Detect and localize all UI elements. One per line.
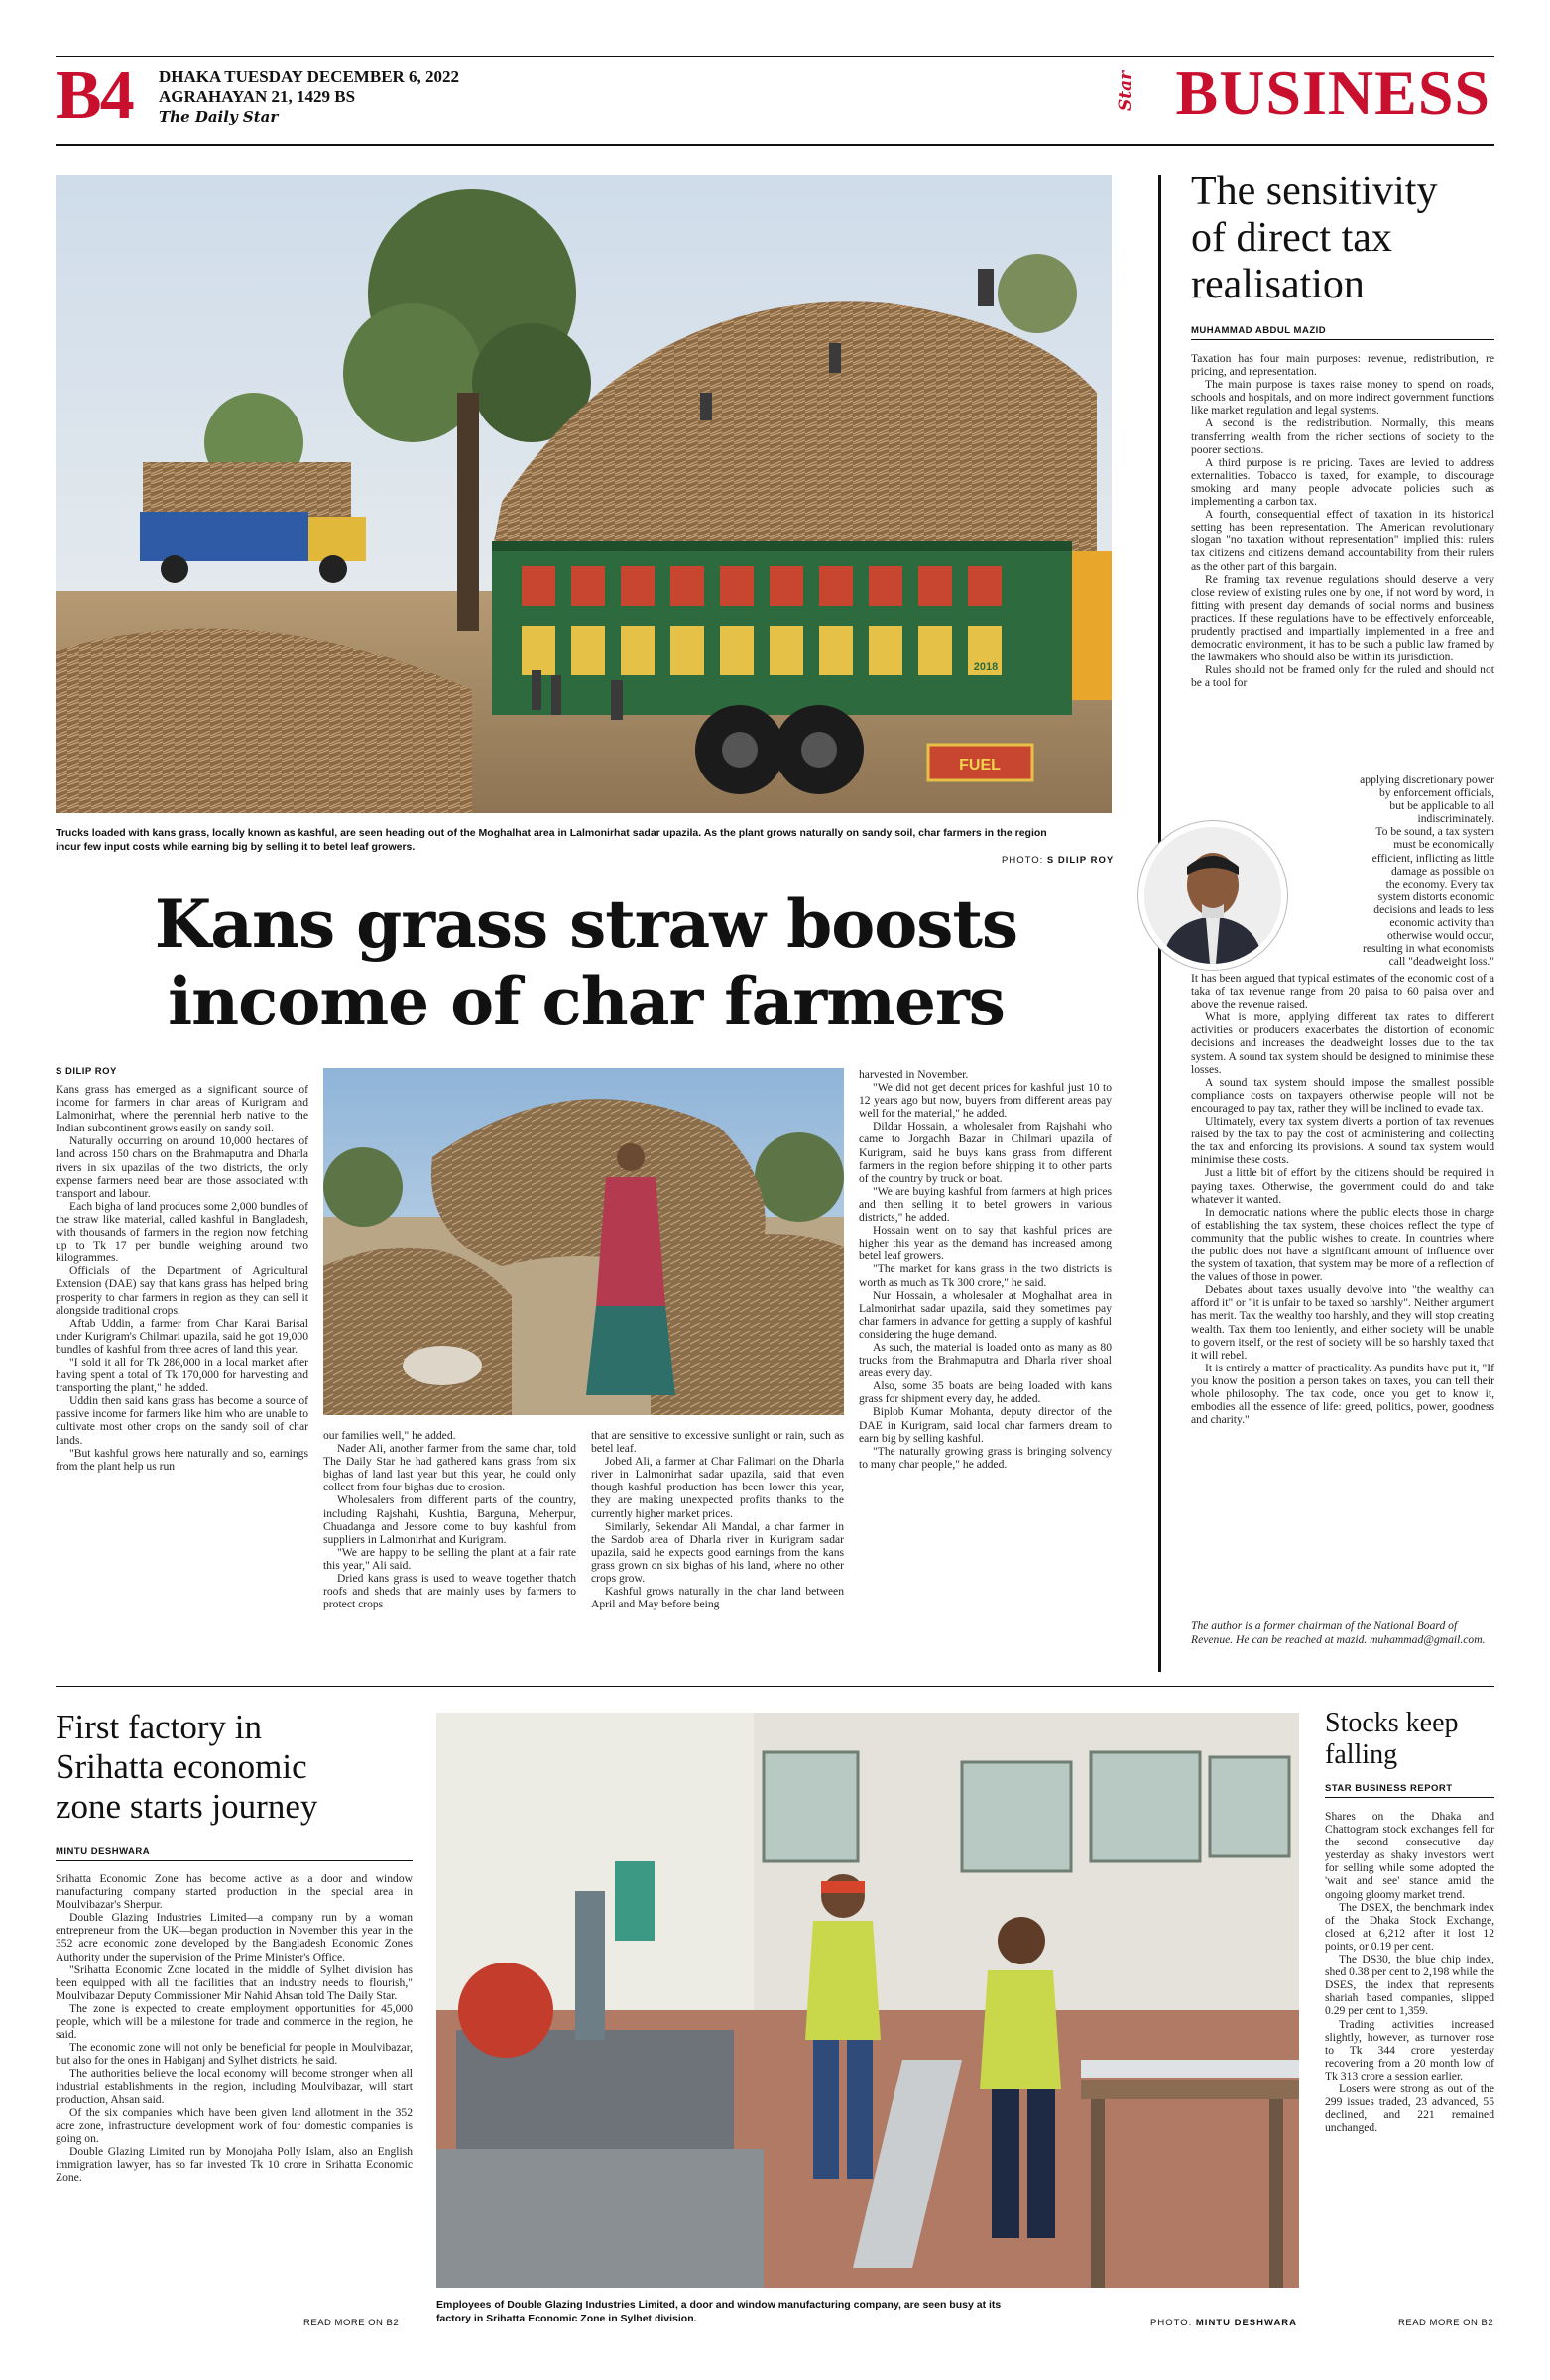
headline-line: zone starts journey (56, 1787, 318, 1826)
top-border (56, 56, 1494, 57)
paragraph: that are sensitive to excessive sunlight or rain, such as betel leaf. (591, 1429, 844, 1456)
masthead-rule (56, 144, 1494, 146)
factory-byline-rule (56, 1860, 413, 1861)
paragraph: Ultimately, every tax system diverts a portion of tax revenues raised by the tax to pay the cost of administering and collecting the tax and enforcing its provisions. A sound tax system would minimise these costs. (1191, 1115, 1494, 1167)
headline-line: Srihatta economic (56, 1747, 307, 1786)
line: efficient, inflicting as little (1371, 851, 1494, 865)
line: otherwise would occur, (1386, 929, 1494, 943)
paragraph: Hossain went on to say that kashful prices are higher this year as the demand has increased among betel leaf growers. (859, 1224, 1112, 1263)
paragraph: A third purpose is re pricing. Taxes are levied to address externalities. Tobacco is taxed, for example, to discourage smoking and many people advocate policies such as implementing a carbon tax. (1191, 455, 1494, 509)
paragraph: our families well," he added. (323, 1429, 456, 1442)
lead-headline (56, 886, 1117, 1040)
truck-year: 2018 (973, 661, 999, 673)
lead-column-4 (859, 1068, 1112, 1471)
section-title: BUSINESS (1175, 58, 1490, 128)
paragraph: Kashful grows naturally in the char land between April and May before being (591, 1585, 844, 1611)
star-logo: Star (1115, 70, 1135, 112)
paragraph: Nader Ali, another farmer from the same char, told The Daily Star he had gathered kans grass from six bighas of land last year but this year, he could only collect from four bighas due to erosion. (323, 1442, 576, 1494)
bangla-date: AGRAHAYAN 21, 1429 BS (159, 87, 356, 106)
paragraph: Debates about taxes usually devolve into "the wealthy can afford it" or "it is unfair to be taxed so harshly". Neither argument has merit. Tax the wealthy too harshly, and they will stop creating wealth. Tax them too leniently, and either society will be unable to govern itself, or the rest of society will be so harshly taxed that it will rebel. (1191, 1283, 1494, 1362)
paragraph: It is entirely a matter of practicality. As pundits have put it, "If you know the position a person takes on taxes, you can tell their whole philosophy. The tax code, once you get to know it, embodies all the essence of life: greed, politics, power, goodness and charity." (1191, 1361, 1494, 1427)
paragraph: Dildar Hossain, a wholesaler from Rajshahi who came to Jorgachh Bazar in Chilmari upazila of Kurigram, said he buys kans grass from different farmers in the region before shipping it to other parts of the country by truck or boat. (859, 1120, 1112, 1185)
author-portrait (1138, 821, 1287, 970)
factory-workers-illustration (436, 1713, 1299, 2288)
dateline (159, 67, 459, 127)
paragraph: Of the six companies which have been given land allotment in the 352 acre zone, infrastructure development work of four domestic companies is going on. (56, 2105, 413, 2145)
stocks-read-more[interactable]: READ MORE ON B2 (1398, 2318, 1494, 2328)
headline-line: falling (1325, 1739, 1398, 1770)
line: decisions and leads to less (1373, 902, 1494, 916)
stocks-text (1325, 1810, 1494, 2134)
credit-name: MINTU DESHWARA (1195, 2318, 1298, 2328)
opinion-headline (1191, 169, 1508, 308)
lead-column-3 (591, 1429, 844, 1610)
trucks-illustration (56, 175, 1112, 813)
headline-line: of direct tax (1191, 215, 1392, 261)
lead-column-1 (56, 1083, 308, 1473)
lead-photo-credit (1002, 855, 1114, 866)
paragraph: Re framing tax revenue regulations should deserve a very close review of existing rules one by one, if not word by word, in fitting with present day demands of social norms and business practices. If these regulations have to be effectively enforceable, prudently practised and impartially implemented in a free and democratic environment, it has to be such a public law framed by the lawmakers who should also be within its jurisdiction. (1191, 572, 1494, 664)
paragraph: "The naturally growing grass is bringing solvency to many char people," he added. (859, 1444, 1112, 1471)
factory-headline (56, 1708, 432, 1827)
lead-byline: S DILIP ROY (56, 1066, 117, 1077)
paragraph: "The market for kans grass in the two districts is worth as much as Tk 300 crore," he said. (859, 1262, 1112, 1289)
paragraph: Officials of the Department of Agricultural Extension (DAE) say that kans grass has helped bring prosperity to char farmers in region as they can sell it alongside traditional crops. (56, 1264, 308, 1317)
paragraph: Also, some 35 boats are being loaded with kans grass for shipment every day, he added. (859, 1379, 1112, 1406)
line: call "deadweight loss." (1388, 955, 1494, 969)
paragraph: "We did not get decent prices for kashful just 10 to 12 years ago but now, buyers from different areas pay well for the material," he added. (859, 1081, 1112, 1121)
line: damage as possible on (1391, 864, 1494, 878)
factory-photo-caption: Employees of Double Glazing Industries Limited, a door and window manufacturing company, are seen busy at its factory in Srihatta Economic Zone in Sylhet division. (436, 2299, 1002, 2324)
paragraph: The authorities believe the local economy will become stronger when all industrial establishments in the region, including Moulvibazar, will start production, Ahsan said. (56, 2067, 413, 2106)
paragraph: Rules should not be framed only for the ruled and should not be a tool for (1191, 663, 1494, 690)
line: must be economically (1393, 838, 1494, 852)
author-silhouette (1144, 827, 1281, 964)
stocks-headline (1325, 1708, 1498, 1771)
paragraph: Wholesalers from different parts of the country, including Rajshahi, Kushtia, Barguna, Meherpur, Chuadanga and Jessore come to buy kashful from suppliers in Lalmonirhat and Kurigram. (323, 1493, 576, 1546)
woman-carrying-grass-illustration (323, 1068, 844, 1415)
factory-read-more[interactable]: READ MORE ON B2 (303, 2318, 400, 2328)
paragraph: "But kashful grows here naturally and so, earnings from the plant help us run (56, 1446, 308, 1473)
headline-line: The sensitivity (1191, 169, 1438, 214)
lead-photo-caption: Trucks loaded with kans grass, locally known as kashful, are seen heading out of the Moghalhat area in Lalmonirhat sadar upazila. As the plant grows naturally on sandy soil, char farmers in the region incur few input costs while earning big by selling it to betel leaf growers. (56, 827, 1047, 853)
opinion-bottom-text (1191, 972, 1494, 1426)
paragraph: Just a little bit of effort by the citizens should be required in paying taxes. Otherwise, the government could do and take whatever it wanted. (1191, 1166, 1494, 1206)
paragraph: Shares on the Dhaka and Chattogram stock exchanges fell for the second consecutive day yesterday as shaky investors went for selling while some adopted the 'wait and see' stance amid the ongoing gloomy market trend. (1325, 1810, 1494, 1901)
line: indiscriminately. (1417, 812, 1494, 826)
line: economic activity than (1389, 916, 1494, 930)
credit-name: S DILIP ROY (1046, 855, 1115, 866)
lead-column-2 (323, 1429, 576, 1610)
factory-photo-credit (1150, 2318, 1297, 2328)
paragraph: Losers were strong as out of the 299 issues traded, 23 advanced, 55 declined, and 221 remained unchanged. (1325, 2082, 1494, 2135)
line: the economy. Every tax (1385, 877, 1494, 891)
paragraph: "We are buying kashful from farmers at high prices and then selling it to betel growers in various districts," he added. (859, 1184, 1112, 1225)
author-note: The author is a former chairman of the National Board of Revenue. He can be reached at mazid. muhammad@gmail.com. (1191, 1619, 1486, 1646)
page-number: B4 (56, 58, 133, 134)
stocks-byline-rule (1325, 1797, 1494, 1798)
paragraph: Double Glazing Industries Limited—a company run by a woman entrepreneur from the UK—began production in November this year in the 352 acre economic zone developed by the Bangladesh Economic Zones Authority under the supervision of the Prime Minister's Office. (56, 1911, 413, 1964)
paragraph: harvested in November. (859, 1068, 969, 1081)
paragraph: Nur Hossain, a wholesaler at Moghalhat area in Lalmonirhat sadar upazila, said they sometimes pay char farmers in advance for getting a supply of kashful considering the huge demand. (859, 1288, 1112, 1341)
paragraph: A sound tax system should impose the smallest possible compliance costs on taxpayers otherwise people will not be encouraged to pay tax, rather they will be inclined to evade tax. (1191, 1075, 1494, 1115)
headline-line-2: income of char farmers (168, 963, 1005, 1040)
opinion-byline-rule (1191, 339, 1494, 340)
paragraph: Trading activities increased slightly, however, as turnover rose to Tk 344 crore yesterday recovering from a 20 month low of Tk 313 crore a session earlier. (1325, 2017, 1494, 2082)
paragraph: Double Glazing Limited run by Monojaha Polly Islam, also an English immigration lawyer, has so far invested Tk 10 crore in Srihatta Economic Zone. (56, 2144, 413, 2185)
inset-photo-woman (323, 1068, 844, 1415)
paper-name: The Daily Star (159, 108, 279, 126)
headline-line: Stocks keep (1325, 1708, 1459, 1738)
line: by enforcement officials, (1379, 786, 1494, 800)
paragraph: A fourth, consequential effect of taxation in its historical setting has been representation. The American revolutionary slogan "no taxation without representation" implied this: rulers tax citizens and citizens demand accountability from their rulers as the other part of this bargain. (1191, 508, 1494, 573)
paragraph: Srihatta Economic Zone has become active as a door and window manufacturing company started production in the special area in Moulvibazar's Sherpur. (56, 1872, 413, 1912)
headline-line: First factory in (56, 1708, 263, 1746)
paragraph: The DS30, the blue chip index, shed 0.38 per cent to 2,198 while the DSES, the index that represents shariah based companies, slipped 0.29 per cent to 1,359. (1325, 1953, 1494, 2018)
paragraph: Jobed Ali, a farmer at Char Falimari on the Dharla river in Lalmonirhat sadar upazila, said that even though kashful production has been lower this year, they are making unexpected profits thanks to the currently higher market prices. (591, 1455, 844, 1520)
opinion-wrapped-text (1299, 774, 1494, 968)
paragraph: The economic zone will not only be beneficial for people in Moulvibazar, but also for the ones in Habiganj and Sylhet districts, he said. (56, 2041, 413, 2068)
paragraph: Dried kans grass is used to weave together thatch roofs and sheds that are mainly uses by farmers to protect crops (323, 1572, 576, 1611)
paragraph: It has been argued that typical estimates of the economic cost of a taka of tax revenue range from 20 paisa to 60 paisa over and above the revenue raised. (1191, 972, 1494, 1012)
paragraph: Naturally occurring on around 10,000 hectares of land across 150 chars on the Brahmaputra and Dharla rivers in six upazilas of the two districts, the only expense farmers need bear are those associated with transport and labour. (56, 1134, 308, 1200)
paragraph: The main purpose is taxes raise money to spend on roads, schools and hospitals, and on more indirect government functions like market regulation and legal systems. (1191, 378, 1494, 417)
paragraph: What is more, applying different tax rates to different activities or producers exacerbates the distortion of economic decisions and increases the deadweight losses due to the tax system. A sound tax system should be designed to minimise these losses. (1191, 1011, 1494, 1076)
paragraph: A second is the redistribution. Normally, this means transferring wealth from the richer sections of society to the poorer sections. (1191, 416, 1494, 456)
paragraph: Taxation has four main purposes: revenue, redistribution, re pricing, and representation. (1191, 352, 1494, 379)
line: system distorts economic (1377, 890, 1494, 903)
credit-label: PHOTO: (1150, 2318, 1193, 2328)
paragraph: The DSEX, the benchmark index of the Dhaka Stock Exchange, closed at 6,212 after it lost 12 points, or 0.19 per cent. (1325, 1900, 1494, 1953)
lead-photo-trucks (56, 175, 1112, 813)
line: applying discretionary power (1360, 774, 1494, 786)
line: but be applicable to all (1389, 799, 1494, 813)
paragraph: The zone is expected to create employment opportunities for 45,000 people, which will be a milestone for trade and commerce in the region, he said. (56, 2001, 413, 2042)
paragraph: Similarly, Sekendar Ali Mandal, a char farmer in the Sardob area of Dharla river in Kurigram sadar upazila, said he expects good earnings from the kans grass grown on six bighas of his land, where no other crops grow. (591, 1519, 844, 1586)
date-line: DHAKA TUESDAY DECEMBER 6, 2022 (159, 67, 460, 86)
headline-line: realisation (1191, 262, 1365, 307)
stocks-byline: STAR BUSINESS REPORT (1325, 1783, 1453, 1794)
factory-byline: MINTU DESHWARA (56, 1846, 151, 1857)
line: resulting in what economists (1363, 942, 1494, 956)
headline-line-1: Kans grass straw boosts (154, 886, 1018, 963)
opinion-top-text (1191, 352, 1494, 689)
fuel-plate: FUEL (959, 757, 1001, 774)
paragraph: In democratic nations where the public elects those in charge of establishing the tax system, these choices reflect the type of community that the public wishes to create. In countries where the public does not have a significant amount of influence over the system of taxation, that system may be more of a reflection of the values of those in power. (1191, 1205, 1494, 1284)
credit-label: PHOTO: (1002, 855, 1044, 866)
opinion-byline: MUHAMMAD ABDUL MAZID (1191, 325, 1327, 336)
factory-photo (436, 1713, 1299, 2288)
paragraph: Uddin then said kans grass has become a source of passive income for farmers like him who are unable to cultivate most other crops on the sandy soil of char lands. (56, 1394, 308, 1447)
paragraph: "I sold it all for Tk 286,000 in a local market after having spent a total of Tk 170,000 for harvesting and transporting the plant," he added. (56, 1355, 308, 1395)
paragraph: "We are happy to be selling the plant at a fair rate this year," Ali said. (323, 1545, 576, 1572)
paragraph: Aftab Uddin, a farmer from Char Karai Barisal under Kurigram's Chilmari upazila, said he got 19,000 bundles of kashful from three acres of land this year. (56, 1316, 308, 1356)
bottom-section-rule (56, 1686, 1494, 1687)
paragraph: As such, the material is loaded onto as many as 80 trucks from the Brahmaputra and Dharla river shoal areas every day. (859, 1340, 1112, 1380)
paragraph: Kans grass has emerged as a significant source of income for farmers in char areas of Kurigram and Lalmonirhat, where the perennial herb native to the Indian subcontinent grows easily on sandy soil. (56, 1083, 308, 1135)
line: To be sound, a tax system (1375, 825, 1494, 839)
paragraph: "Srihatta Economic Zone located in the middle of Sylhet division has been equipped with all the facilities that an industry needs to flourish," Moulvibazar Deputy Commissioner Mir Nahid Ahsan told The Daily Star. (56, 1963, 413, 2002)
factory-text (56, 1872, 413, 2184)
paragraph: Biplob Kumar Mohanta, deputy director of the DAE in Kurigram, said local char farmers dream to earn big by selling kashful. (859, 1405, 1112, 1445)
paragraph: Each bigha of land produces some 2,000 bundles of the straw like material, called kashful in Bangladesh, with thousands of farmers in the region now fetching up to Tk 17 per bundle weighing around two kilogrammes. (56, 1199, 308, 1265)
